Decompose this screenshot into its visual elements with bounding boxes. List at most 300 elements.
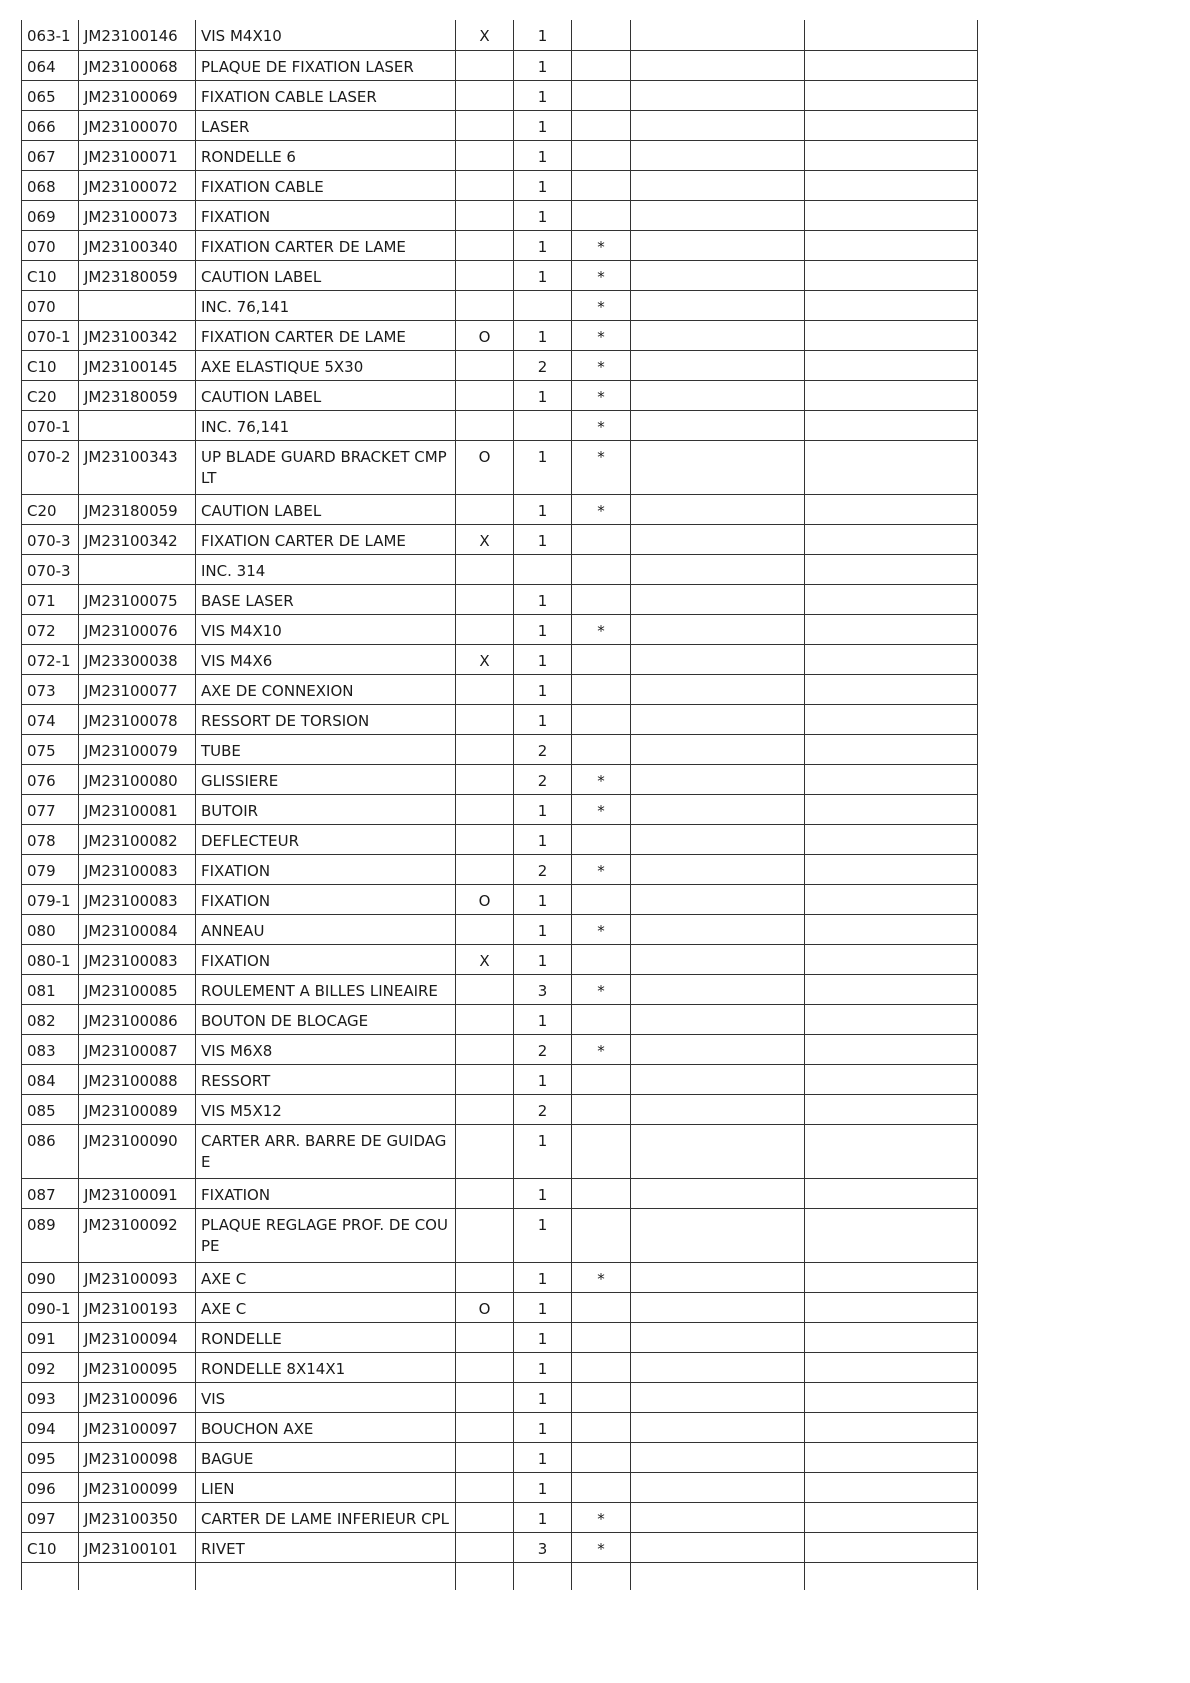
quantity-cell [514,290,572,320]
star-cell [572,584,631,614]
part-code-text: JM23100072 [84,177,178,196]
star-text: * [597,297,605,316]
part-code-cell [79,644,196,674]
quantity-cell [514,494,572,524]
quantity-cell [514,1442,572,1472]
ref-text: 083 [27,1041,56,1060]
table-row [22,350,978,380]
part-code-cell [79,140,196,170]
empty-cell [631,644,805,674]
part-code-text: JM23100193 [84,1299,178,1318]
quantity-text: 1 [537,531,548,550]
empty-cell [805,1262,978,1292]
empty-cell [805,794,978,824]
empty-cell [805,644,978,674]
description-text: FIXATION [201,891,271,910]
empty-cell [631,230,805,260]
description-cell [196,824,456,854]
empty-cell [805,260,978,290]
quantity-cell [514,140,572,170]
star-text [572,1179,630,1185]
ref-text: 067 [27,147,56,166]
star-cell [572,110,631,140]
part-code-text: JM23100082 [84,831,178,850]
star-cell [572,524,631,554]
empty-cell [631,260,805,290]
star-cell [572,410,631,440]
description-text: VIS M4X10 [201,621,282,640]
empty-cell [805,1412,978,1442]
mark-cell [456,320,514,350]
ref-cell [22,794,79,824]
ref-text: 095 [27,1449,56,1468]
mark-text [456,1095,513,1101]
part-code-cell [79,494,196,524]
part-code-cell [79,1532,196,1562]
empty-cell [805,50,978,80]
quantity-text: 1 [537,27,548,45]
quantity-text [514,1563,571,1569]
mark-cell [456,824,514,854]
ref-text: 072 [27,621,56,640]
description-text: CAUTION LABEL [201,267,322,286]
quantity-text: 1 [537,447,548,466]
description-text: FIXATION CABLE LASER [201,87,377,106]
star-text [572,555,630,561]
star-cell [572,704,631,734]
empty-cell [805,1208,978,1262]
part-code-text: JM23100340 [84,237,178,256]
table-row [22,554,978,584]
description-cell [196,1502,456,1532]
ref-cell [22,944,79,974]
table-row [22,644,978,674]
mark-cell [456,524,514,554]
empty-cell [631,20,805,50]
ref-text: 068 [27,177,56,196]
description-cell [196,554,456,584]
part-code-cell [79,1442,196,1472]
mark-text [456,231,513,237]
table-row [22,824,978,854]
table-row [22,1034,978,1064]
part-code-cell [79,1178,196,1208]
quantity-cell [514,1292,572,1322]
star-text: * [597,501,605,520]
description-cell [196,524,456,554]
empty-cell [631,1292,805,1322]
quantity-cell [514,1532,572,1562]
star-text [572,1443,630,1449]
empty-cell [805,1292,978,1322]
part-code-cell [79,1292,196,1322]
empty-cell [805,80,978,110]
quantity-text: 1 [537,207,548,226]
quantity-text: 1 [537,651,548,670]
description-text: BOUCHON AXE [201,1419,314,1438]
ref-text: 086 [27,1131,56,1150]
quantity-text: 2 [537,1101,548,1120]
table-row [22,1442,978,1472]
mark-cell [456,200,514,230]
description-text: LIEN [201,1479,235,1498]
ref-text: 070 [27,297,56,316]
mark-text [456,1353,513,1359]
mark-cell [456,974,514,1004]
empty-cell [805,290,978,320]
mark-cell [456,1094,514,1124]
part-code-text: JM23100342 [84,531,178,550]
description-text: LASER [201,117,250,136]
mark-text [456,705,513,711]
mark-text [456,1209,513,1215]
description-cell [196,1034,456,1064]
empty-cell [805,704,978,734]
ref-text: 097 [27,1509,56,1528]
empty-cell [631,794,805,824]
part-code-text [84,411,191,417]
part-code-cell [79,974,196,1004]
part-code-text: JM23100085 [84,981,178,1000]
description-cell [196,1352,456,1382]
part-code-cell [79,944,196,974]
part-code-cell [79,1034,196,1064]
star-text [572,141,630,147]
ref-cell [22,494,79,524]
ref-cell [22,1382,79,1412]
empty-cell [805,320,978,350]
mark-text: O [478,891,491,910]
quantity-text: 1 [537,237,548,256]
description-cell [196,1124,456,1178]
ref-text: C10 [27,1539,57,1558]
mark-text [456,81,513,87]
table-row [22,1562,978,1590]
ref-cell [22,350,79,380]
part-code-text: JM23180059 [84,387,178,406]
quantity-text: 1 [537,57,548,76]
quantity-text: 1 [537,1329,548,1348]
ref-text: 092 [27,1359,56,1378]
description-text: FIXATION CARTER DE LAME [201,327,406,346]
empty-cell [805,1442,978,1472]
quantity-cell [514,170,572,200]
ref-text: 080-1 [27,951,71,970]
mark-cell [456,440,514,494]
description-cell [196,914,456,944]
part-code-text: JM23100077 [84,681,178,700]
description-text: ROULEMENT A BILLES LINEAIRE [201,981,438,1000]
mark-cell [456,170,514,200]
empty-cell [631,734,805,764]
part-code-text: JM23100068 [84,57,178,76]
quantity-cell [514,1322,572,1352]
description-cell [196,80,456,110]
empty-cell [631,674,805,704]
star-text [572,171,630,177]
description-text: VIS [201,1389,226,1408]
quantity-cell [514,1472,572,1502]
star-text: * [597,981,605,1000]
part-code-text: JM23100093 [84,1269,178,1288]
part-code-text: JM23100350 [84,1509,178,1528]
empty-cell [805,1004,978,1034]
quantity-cell [514,200,572,230]
empty-cell [631,1412,805,1442]
ref-cell [22,1412,79,1442]
table-row [22,584,978,614]
quantity-cell [514,1208,572,1262]
ref-cell [22,200,79,230]
table-row [22,20,978,50]
star-cell [572,1004,631,1034]
quantity-cell [514,1178,572,1208]
description-text: FIXATION [201,1185,271,1204]
part-code-text: JM23100088 [84,1071,178,1090]
empty-cell [805,944,978,974]
star-text: * [597,357,605,376]
mark-cell [456,554,514,584]
table-row [22,1382,978,1412]
star-cell [572,554,631,584]
ref-cell [22,524,79,554]
ref-text: 079 [27,861,56,880]
quantity-text: 1 [537,117,548,136]
description-cell [196,1532,456,1562]
mark-cell [456,1124,514,1178]
table-row [22,764,978,794]
description-text: AXE C [201,1299,247,1318]
description-text: INC. 314 [201,561,266,580]
empty-cell [631,1322,805,1352]
star-cell [572,1034,631,1064]
ref-cell [22,140,79,170]
description-cell [196,794,456,824]
empty-cell [805,410,978,440]
ref-cell [22,230,79,260]
empty-cell [805,524,978,554]
star-cell [572,644,631,674]
mark-text [456,795,513,801]
mark-cell [456,1442,514,1472]
ref-text: 065 [27,87,56,106]
mark-text [456,1383,513,1389]
part-code-cell [79,1562,196,1590]
description-text: TUBE [201,741,241,760]
quantity-text: 1 [537,1359,548,1378]
quantity-cell [514,1412,572,1442]
star-cell [572,1472,631,1502]
star-text: * [597,1509,605,1528]
description-cell [196,1382,456,1412]
mark-text [456,585,513,591]
mark-text [456,675,513,681]
star-cell [572,944,631,974]
part-code-text: JM23300038 [84,651,178,670]
empty-cell [631,524,805,554]
part-code-cell [79,320,196,350]
description-text: INC. 76,141 [201,297,290,316]
empty-cell [805,1532,978,1562]
quantity-text: 1 [537,1299,548,1318]
description-cell [196,440,456,494]
star-cell [572,1178,631,1208]
description-cell [196,884,456,914]
empty-cell [631,50,805,80]
mark-cell [456,1292,514,1322]
description-cell [196,854,456,884]
ref-text: 089 [27,1215,56,1234]
ref-cell [22,1034,79,1064]
quantity-text [514,411,571,417]
star-text: * [597,801,605,820]
star-text: * [597,1041,605,1060]
star-text [572,51,630,57]
table-row [22,614,978,644]
quantity-cell [514,554,572,584]
part-code-cell [79,734,196,764]
star-text [572,1209,630,1215]
empty-cell [805,1064,978,1094]
ref-cell [22,554,79,584]
quantity-cell [514,764,572,794]
table-row [22,140,978,170]
quantity-cell [514,440,572,494]
ref-cell [22,1322,79,1352]
star-text [572,675,630,681]
table-row [22,80,978,110]
mark-text [456,555,513,561]
description-cell [196,1208,456,1262]
empty-cell [805,1472,978,1502]
ref-cell [22,1124,79,1178]
star-cell [572,290,631,320]
part-code-text: JM23100084 [84,921,178,940]
mark-text [456,1005,513,1011]
ref-text: 070-2 [27,447,71,466]
ref-text: 070 [27,237,56,256]
ref-text: 082 [27,1011,56,1030]
quantity-cell [514,974,572,1004]
ref-cell [22,1208,79,1262]
star-cell [572,1124,631,1178]
empty-cell [805,914,978,944]
empty-cell [631,974,805,1004]
star-cell [572,1562,631,1590]
mark-text [456,1413,513,1419]
description-text: PLAQUE DE FIXATION LASER [201,57,414,76]
part-code-cell [79,914,196,944]
description-text: VIS M6X8 [201,1041,273,1060]
empty-cell [631,1472,805,1502]
empty-cell [631,200,805,230]
star-text [572,825,630,831]
quantity-text: 1 [537,831,548,850]
part-code-cell [79,824,196,854]
mark-cell [456,674,514,704]
part-code-text: JM23100091 [84,1185,178,1204]
part-code-text: JM23100080 [84,771,178,790]
star-cell [572,1262,631,1292]
empty-cell [631,884,805,914]
ref-cell [22,1502,79,1532]
table-row [22,1178,978,1208]
table-row [22,794,978,824]
quantity-text: 1 [537,1419,548,1438]
mark-cell [456,1472,514,1502]
description-text: BASE LASER [201,591,294,610]
description-text: DEFLECTEUR [201,831,300,850]
star-text: * [597,267,605,286]
mark-cell [456,80,514,110]
table-row [22,1502,978,1532]
star-text [572,1095,630,1101]
quantity-text: 1 [537,711,548,730]
quantity-cell [514,584,572,614]
description-cell [196,230,456,260]
mark-cell [456,1532,514,1562]
star-text: * [597,447,605,466]
empty-cell [805,20,978,50]
star-text [572,885,630,891]
description-cell [196,1562,456,1590]
empty-cell [805,1094,978,1124]
star-cell [572,1442,631,1472]
quantity-cell [514,110,572,140]
empty-cell [631,494,805,524]
description-cell [196,200,456,230]
description-cell [196,1064,456,1094]
table-row [22,1262,978,1292]
star-cell [572,380,631,410]
empty-cell [805,764,978,794]
quantity-text: 1 [537,951,548,970]
description-text: VIS M5X12 [201,1101,282,1120]
star-text [572,525,630,531]
star-cell [572,1502,631,1532]
part-code-cell [79,1004,196,1034]
star-text: * [597,771,605,790]
description-text: CAUTION LABEL [201,501,322,520]
quantity-cell [514,614,572,644]
empty-cell [631,410,805,440]
empty-cell [631,1562,805,1590]
quantity-cell [514,1124,572,1178]
part-code-cell [79,80,196,110]
table-row [22,260,978,290]
star-cell [572,1322,631,1352]
mark-cell [456,644,514,674]
quantity-cell [514,734,572,764]
quantity-cell [514,1382,572,1412]
star-cell [572,1382,631,1412]
table-row [22,674,978,704]
description-text: UP BLADE GUARD BRACKET CMP LT [201,447,447,487]
part-code-cell [79,524,196,554]
description-text: RONDELLE [201,1329,282,1348]
star-cell [572,824,631,854]
mark-text [456,291,513,297]
empty-cell [631,584,805,614]
mark-cell [456,50,514,80]
mark-text [456,1125,513,1131]
mark-text [456,1263,513,1269]
table-row [22,290,978,320]
mark-cell [456,260,514,290]
empty-cell [805,1322,978,1352]
star-text [572,20,630,26]
star-text [572,1005,630,1011]
